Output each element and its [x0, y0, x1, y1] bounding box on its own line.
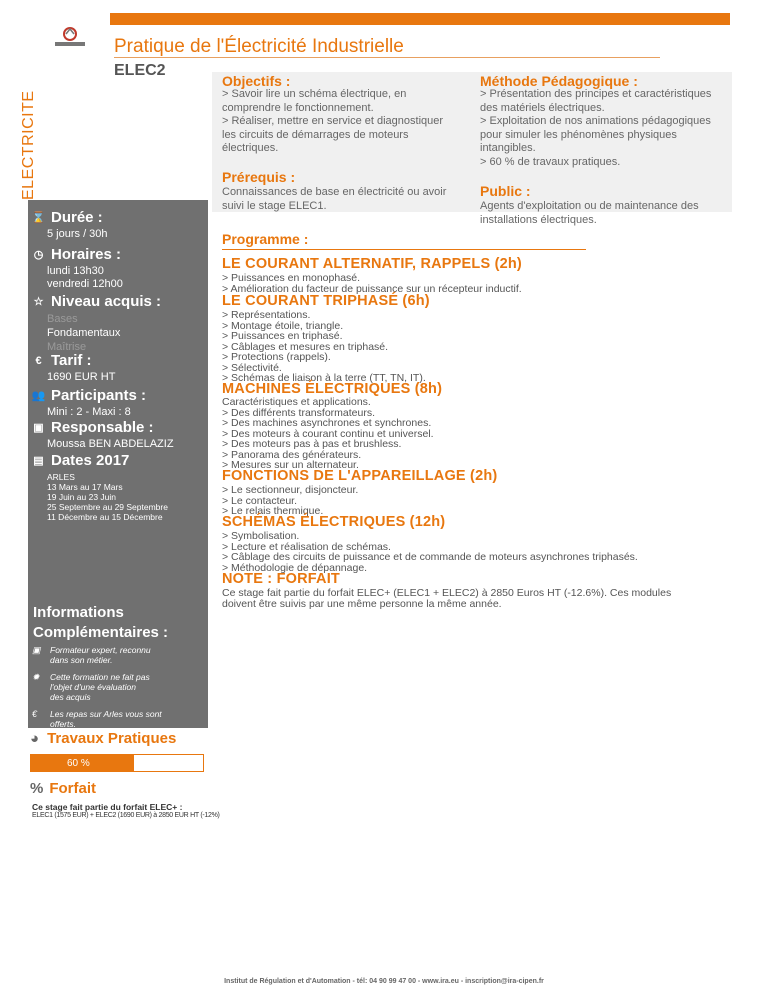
section-item: > Puissances en triphasé.: [222, 330, 343, 342]
objectifs-line: > Réaliser, mettre en service et diagnostiquer: [222, 115, 444, 127]
participants-value: Mini : 2 - Maxi : 8: [47, 406, 131, 418]
travaux-label: Travaux Pratiques: [47, 730, 177, 747]
section-item: > Câblage des circuits de puissance et de commande de moteurs asynchrones triphasés.: [222, 551, 638, 563]
info-item-text: offerts.: [50, 719, 76, 729]
niveau-level-maitrise: Maîtrise: [47, 341, 87, 353]
objectifs-label: Objectifs :: [222, 73, 291, 89]
methode-text: [480, 88, 711, 169]
section-items: [222, 588, 671, 610]
public-text: [480, 200, 699, 227]
section-item: > Représentations.: [222, 309, 311, 321]
section-item: Ce stage fait partie du forfait ELEC+ (ELEC1 + ELEC2) à 2850 Euros HT (-12.6%). Ces modules: [222, 587, 672, 599]
travaux-header: [30, 730, 176, 747]
dates-line: 19 Juin au 23 Juin: [47, 492, 116, 502]
info-item-text: Cette formation ne fait pas: [50, 672, 150, 682]
calendar-icon: ▤: [33, 455, 44, 467]
methode-line: pour simuler les phénomènes physiques: [480, 128, 677, 141]
duree-label: Durée :: [51, 209, 103, 226]
users-icon: 👥: [31, 390, 46, 402]
section-item: > Symbolisation.: [222, 530, 300, 542]
tarif-block: [28, 352, 208, 384]
horaires-line: lundi 13h30: [47, 265, 104, 277]
section-item: > Panorama des générateurs.: [222, 448, 362, 461]
percent-icon: %: [30, 780, 44, 797]
info-item: [32, 672, 150, 702]
section-item: > Protections (rappels).: [222, 351, 331, 363]
section-title: FONCTIONS DE L'APPAREILLAGE (2h): [222, 468, 498, 484]
methode-label: Méthode Pédagogique :: [480, 73, 638, 89]
section-items: [222, 310, 426, 384]
objectifs-line: les circuits de démarrages de moteurs: [222, 128, 409, 141]
methode-line: > 60 % de travaux pratiques.: [480, 155, 621, 168]
info-item-text: Formateur expert, reconnu: [50, 645, 151, 655]
methode-line: > Exploitation de nos animations pédagogiques: [480, 115, 711, 127]
methode-line: intangibles.: [480, 142, 536, 154]
info-title: [33, 603, 168, 643]
responsable-label: Responsable :: [51, 419, 154, 436]
info-item: [32, 709, 162, 729]
public-line: Agents d'exploitation ou de maintenance des: [480, 200, 699, 212]
duree-block: [28, 209, 208, 241]
id-card-icon: ▣: [32, 645, 41, 655]
dates-line: 13 Mars au 17 Mars: [47, 482, 123, 492]
section-item: > Le sectionneur, disjoncteur.: [222, 484, 359, 496]
niveau-label: Niveau acquis :: [51, 293, 162, 310]
forfait-details: ELEC1 (1575 EUR) + ELEC2 (1690 EUR) à 2850 EUR HT (-12%): [32, 812, 220, 819]
programme-divider: [222, 249, 586, 250]
pie-chart-icon: ◕: [30, 730, 40, 747]
travaux-progress-bar: [30, 754, 204, 772]
section-items: [222, 397, 434, 471]
info-item-text: l'objet d'une évaluation: [50, 682, 136, 692]
niveau-block: [28, 293, 208, 354]
course-code: ELEC2: [114, 62, 166, 79]
dates-line: 11 Décembre au 15 Décembre: [47, 512, 163, 522]
section-item: > Schémas de liaison à la terre (TT, TN, IT).: [222, 372, 426, 384]
section-item: > Amélioration du facteur de puissance sur un récepteur inductif.: [222, 282, 522, 295]
section-item: > Montage étoile, triangle.: [222, 319, 344, 332]
section-item: doivent être suivis par une même personne la même année.: [222, 598, 502, 610]
gear-icon: ✹: [32, 672, 40, 682]
duree-value: 5 jours / 30h: [47, 228, 108, 240]
forfait-text: Ce stage fait partie du forfait ELEC+ :: [32, 802, 183, 812]
info-item: [32, 645, 151, 665]
participants-label: Participants :: [51, 387, 147, 404]
dates-label: Dates 2017: [51, 452, 130, 469]
objectifs-line: > Savoir lire un schéma électrique, en: [222, 88, 407, 100]
section-item: > Des machines asynchrones et synchrones.: [222, 417, 432, 429]
forfait-header: [30, 780, 96, 797]
section-item: > Méthodologie de dépannage.: [222, 561, 368, 574]
horaires-block: [28, 246, 208, 291]
section-items: [222, 531, 638, 573]
category-vertical-label: ELECTRICITE: [20, 90, 37, 200]
prerequis-text: [222, 186, 446, 213]
clock-icon: ◷: [33, 249, 44, 261]
section-item: Caractéristiques et applications.: [222, 396, 371, 408]
public-label: Public :: [480, 183, 531, 199]
sidebar: [28, 200, 208, 728]
info-title-line: Complémentaires :: [33, 624, 169, 641]
travaux-progress-value: 60 %: [67, 758, 90, 769]
euro-icon: €: [35, 354, 42, 367]
info-item-text: des acquis: [50, 692, 91, 702]
section-item: > Le relais thermique.: [222, 505, 324, 517]
dates-line: 25 Septembre au 29 Septembre: [47, 502, 168, 512]
ira-logo: [52, 26, 88, 48]
participants-block: [28, 387, 208, 419]
prerequis-line: Connaissances de base en électricité ou avoir: [222, 186, 447, 198]
info-title-line: Informations: [33, 604, 124, 621]
section-item: > Des différents transformateurs.: [222, 406, 375, 419]
prerequis-line: suivi le stage ELEC1.: [222, 199, 327, 212]
info-item-text: Les repas sur Arles vous sont: [50, 709, 162, 719]
title-divider: [114, 57, 660, 58]
programme-label: Programme :: [222, 231, 309, 247]
tarif-label: Tarif :: [51, 352, 92, 369]
info-item-text: dans son métier.: [50, 655, 113, 665]
tarif-value: 1690 EUR HT: [47, 371, 116, 383]
section-title: LE COURANT ALTERNATIF, RAPPELS (2h): [222, 256, 522, 272]
prerequis-label: Prérequis :: [222, 169, 296, 185]
dates-block: [28, 452, 208, 522]
methode-line: des matériels électriques.: [480, 101, 605, 114]
section-item: > Sélectivité.: [222, 361, 282, 374]
objectifs-text: [222, 88, 443, 156]
section-items: [222, 273, 522, 294]
section-title: MACHINES ÉLECTRIQUES (8h): [222, 381, 443, 397]
section-items: [222, 485, 358, 517]
euro-icon: €: [32, 709, 38, 719]
forfait-label: Forfait: [49, 780, 97, 797]
objectifs-line: comprendre le fonctionnement.: [222, 101, 374, 114]
id-card-icon: ▣: [33, 422, 44, 434]
section-item: > Mesures sur un alternateur.: [222, 459, 359, 471]
methode-line: > Présentation des principes et caractéristiques: [480, 88, 712, 100]
section-item: > Lecture et réalisation de schémas.: [222, 540, 391, 553]
star-icon: ☆: [33, 296, 44, 308]
page-title: Pratique de l'Électricité Industrielle: [114, 36, 404, 57]
section-title: LE COURANT TRIPHASÉ (6h): [222, 293, 430, 309]
section-title: SCHÉMAS ÉLECTRIQUES (12h): [222, 514, 446, 530]
horaires-label: Horaires :: [51, 246, 122, 263]
footer: Institut de Régulation et d'Automation - tél: 04 90 99 47 00 - www.ira.eu - inscription@ira-cipen.fr: [224, 978, 544, 985]
public-line: installations électriques.: [480, 213, 597, 226]
top-accent-bar: [110, 13, 730, 25]
dates-line: ARLES: [47, 472, 75, 482]
hourglass-icon: ⌛: [31, 212, 46, 224]
section-item: > Des moteurs pas à pas et brushless.: [222, 438, 402, 450]
section-item: > Puissances en monophasé.: [222, 272, 361, 284]
objectifs-line: électriques.: [222, 142, 279, 154]
section-item: > Câblages et mesures en triphasé.: [222, 340, 389, 353]
section-item: > Des moteurs à courant continu et universel.: [222, 427, 434, 440]
niveau-level-bases: Bases: [47, 313, 78, 325]
horaires-line: vendredi 12h00: [47, 278, 123, 290]
responsable-value: Moussa BEN ABDELAZIZ: [47, 438, 174, 450]
responsable-block: [28, 419, 208, 451]
niveau-level-fondamentaux: Fondamentaux: [47, 327, 121, 339]
section-item: > Le contacteur.: [222, 494, 298, 507]
section-title: NOTE : FORFAIT: [222, 571, 340, 587]
